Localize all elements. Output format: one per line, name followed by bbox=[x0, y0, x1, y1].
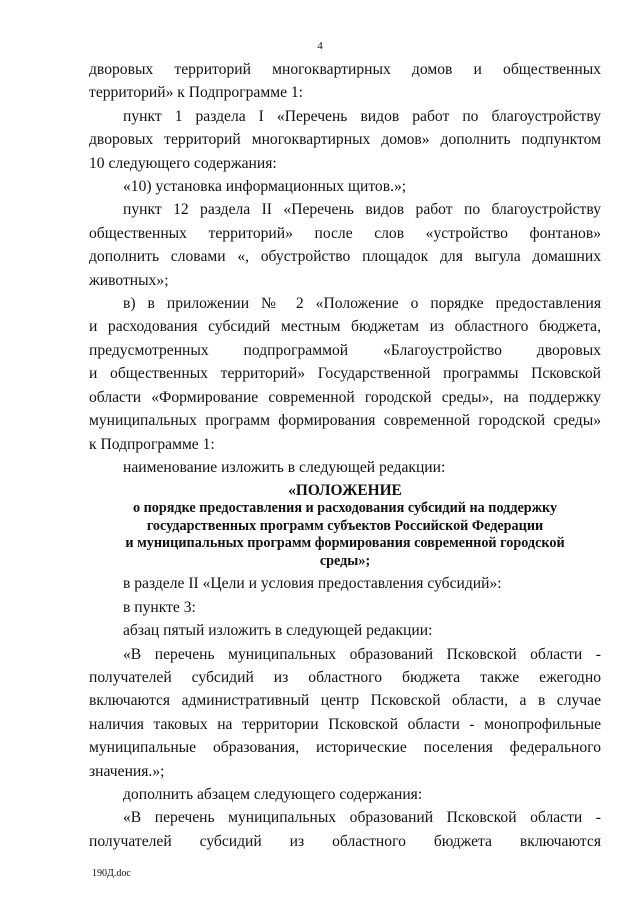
text-line: «10) установка информационных щитов.»; bbox=[123, 178, 407, 196]
text-line: значения.»; bbox=[89, 762, 165, 780]
text-line: наличия таковых на территории Псковской области - монопрофильные bbox=[89, 715, 601, 733]
text-line: общественных территорий» после слов «устройство фонтанов» bbox=[89, 224, 601, 242]
text-line: области «Формирование современной городской среды», на поддержку bbox=[89, 388, 601, 406]
text-line: и расходования субсидий местным бюджетам из областного бюджета, bbox=[89, 318, 601, 336]
text-line: муниципальных программ формирования современной городской среды» bbox=[89, 412, 601, 430]
text-line: абзац пятый изложить в следующей редакции: bbox=[123, 622, 433, 640]
text-line: в разделе II «Цели и условия предоставления субсидий»: bbox=[123, 575, 502, 593]
title-line: государственных программ субъектов Российской Федерации bbox=[146, 517, 544, 534]
text-line: предусмотренных подпрограммой «Благоустройство дворовых bbox=[89, 341, 601, 359]
text-line: к Подпрограмме 1: bbox=[89, 435, 215, 453]
file-name-footer: 190Д.doc bbox=[92, 868, 131, 879]
text-line: получателей субсидий из областного бюджета включаются bbox=[89, 832, 601, 850]
text-line: дополнить словами «, обустройство площадок для выгула домашних bbox=[89, 248, 601, 266]
title-line: среды»; bbox=[319, 552, 371, 569]
title-line: о порядке предоставления и расходования субсидий на поддержку bbox=[132, 499, 558, 516]
text-line: дополнить абзацем следующего содержания: bbox=[123, 785, 423, 803]
document-body bbox=[89, 58, 601, 853]
text-line: в пункте 3: bbox=[123, 598, 196, 616]
text-line: в) в приложении № 2 «Положение о порядке предоставления bbox=[123, 295, 601, 313]
regulation-title bbox=[89, 482, 601, 570]
text-line: 10 следующего содержания: bbox=[89, 154, 277, 172]
text-line: животных»; bbox=[89, 271, 169, 289]
title-line: «ПОЛОЖЕНИЕ bbox=[288, 482, 402, 500]
text-line: муниципальные образования, исторические поселения федерального bbox=[89, 739, 601, 757]
text-line: включаются административный центр Псковской области, а в случае bbox=[89, 692, 601, 710]
page-number: 4 bbox=[317, 40, 323, 52]
title-line: и муниципальных программ формирования современной городской bbox=[125, 535, 565, 552]
text-line: «В перечень муниципальных образований Псковской области - bbox=[123, 645, 601, 663]
text-line: «В перечень муниципальных образований Псковской области - bbox=[123, 809, 601, 827]
text-line: наименование изложить в следующей редакции: bbox=[123, 458, 446, 476]
text-line: получателей субсидий из областного бюджета также ежегодно bbox=[89, 668, 601, 686]
text-line: дворовых территорий многоквартирных домов и общественных bbox=[89, 61, 601, 78]
text-line: территорий» к Подпрограмме 1: bbox=[89, 84, 304, 102]
text-line: пункт 1 раздела I «Перечень видов работ по благоустройству bbox=[123, 107, 601, 125]
text-line: пункт 12 раздела II «Перечень видов работ по благоустройству bbox=[123, 201, 601, 219]
text-line: и общественных территорий» Государственной программы Псковской bbox=[89, 365, 601, 383]
text-line: дворовых территорий многоквартирных домов» дополнить подпунктом bbox=[89, 131, 601, 149]
